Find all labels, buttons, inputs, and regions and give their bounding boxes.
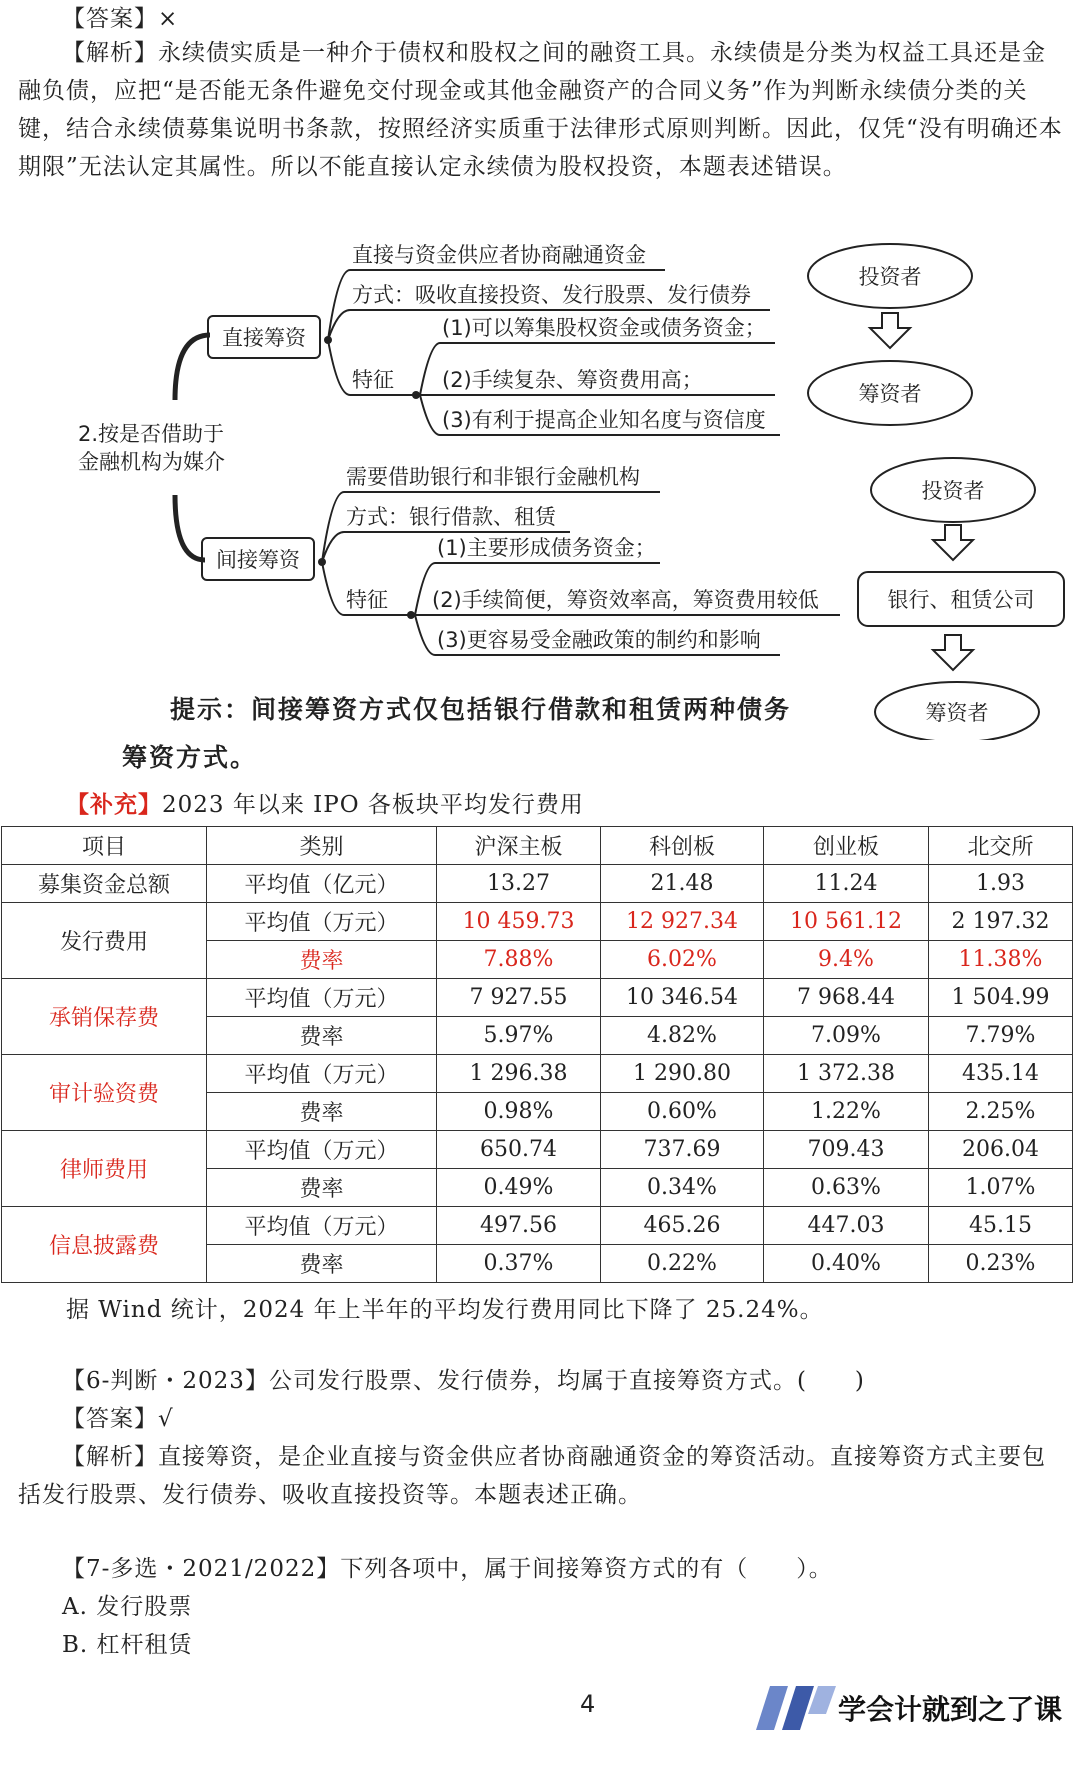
q7-option-a: A. 发行股票: [62, 1594, 193, 1620]
row-item: 律师费用: [2, 1131, 207, 1207]
cell: 0.60%: [601, 1093, 764, 1131]
cell: 45.15: [929, 1207, 1073, 1245]
supplement-tag: 【补充】: [66, 792, 162, 818]
q6-answer: 【答案】√: [62, 1406, 174, 1432]
supplement-title: [66, 786, 584, 824]
row-category: 平均值（万元）: [207, 1207, 437, 1245]
direct-financing-label: 直接筹资: [222, 326, 306, 350]
cell: 13.27: [437, 865, 601, 903]
cell: 2.25%: [929, 1093, 1073, 1131]
row-category: 费率: [207, 1093, 437, 1131]
direct-flow-fundraiser: 筹资者: [858, 382, 922, 406]
q5-analysis: 【解析】永续债实质是一种介于债权和股权之间的融资工具。永续债是分类为权益工具还是金融负债，应把“是否能无条件避免交付现金或其他金融资产的合同义务”作为判断永续债分类的关键，结合永续债募集说明书条款，按照经济实质重于法律形式原则判断。因此，仅凭“没有明确还本期限”无法认定其属性。所以不能直接认定永续债为股权投资，本题表述错误。: [18, 40, 1063, 180]
indirect-feature-label: 特征: [346, 588, 388, 612]
supplement-title-text: 2023 年以来 IPO 各板块平均发行费用: [162, 792, 584, 818]
row-item: 募集资金总额: [2, 865, 207, 903]
row-category: 平均值（万元）: [207, 1055, 437, 1093]
row-category: 费率: [207, 1017, 437, 1055]
cell: 0.34%: [601, 1169, 764, 1207]
cell: 7 927.55: [437, 979, 601, 1017]
cell: 206.04: [929, 1131, 1073, 1169]
direct-item2: 方式：吸收直接投资、发行股票、发行债券: [352, 283, 751, 307]
cell: 465.26: [601, 1207, 764, 1245]
direct-feature-3: (3)有利于提高企业知名度与资信度: [442, 408, 766, 432]
cell: 0.49%: [437, 1169, 601, 1207]
row-item: 信息披露费: [2, 1207, 207, 1283]
indirect-feature-3: (3)更容易受金融政策的制约和影响: [437, 628, 761, 652]
cell: 11.24: [764, 865, 929, 903]
cell: 21.48: [601, 865, 764, 903]
q6-question: 【6-判断・2023】公司发行股票、发行债券，均属于直接筹资方式。( ): [62, 1368, 865, 1394]
indirect-flow-investor: 投资者: [921, 479, 985, 503]
indirect-item2: 方式：银行借款、租赁: [346, 505, 556, 529]
table-row: [2, 903, 1073, 941]
root-label-line1: 2.按是否借助于: [78, 422, 225, 446]
row-category: 费率: [207, 1245, 437, 1283]
supplement-note: 据 Wind 统计，2024 年上半年的平均发行费用同比下降了 25.24%。: [66, 1297, 824, 1323]
row-category: 平均值（万元）: [207, 903, 437, 941]
hint-line2: 筹资方式。: [122, 743, 258, 772]
indirect-flow-fundraiser: 筹资者: [925, 701, 989, 725]
indirect-feature-1: (1)主要形成债务资金；: [437, 536, 656, 560]
cell: 1 504.99: [929, 979, 1073, 1017]
row-category: 平均值（万元）: [207, 1131, 437, 1169]
direct-flow-investor: 投资者: [858, 265, 922, 289]
direct-item1: 直接与资金供应者协商融通资金: [352, 243, 646, 267]
header-main-board: 沪深主板: [437, 827, 601, 865]
row-category: 费率: [207, 941, 437, 979]
cell: 1.07%: [929, 1169, 1073, 1207]
row-item: 审计验资费: [2, 1055, 207, 1131]
q6-analysis: 【解析】直接筹资，是企业直接与资金供应者协商融通资金的筹资活动。直接筹资方式主要包括发行股票、发行债券、吸收直接投资等。本题表述正确。: [18, 1444, 1046, 1508]
cell: 11.38%: [929, 941, 1073, 979]
header-chinext: 创业板: [764, 827, 929, 865]
cell: 1 372.38: [764, 1055, 929, 1093]
cell: 6.02%: [601, 941, 764, 979]
cell: 4.82%: [601, 1017, 764, 1055]
hint-line1: 提示：间接筹资方式仅包括银行借款和租赁两种债务: [170, 695, 792, 724]
cell: 709.43: [764, 1131, 929, 1169]
q7-question: 【7-多选・2021/2022】下列各项中，属于间接筹资方式的有（ ）。: [62, 1556, 833, 1582]
table-row: [2, 1207, 1073, 1245]
indirect-flow-bank-leasing: 银行、租赁公司: [887, 588, 1035, 612]
cell: 447.03: [764, 1207, 929, 1245]
cell: 0.40%: [764, 1245, 929, 1283]
indirect-item1: 需要借助银行和非银行金融机构: [346, 465, 640, 489]
table-row: [2, 1131, 1073, 1169]
cell: 2 197.32: [929, 903, 1073, 941]
cell: 1.22%: [764, 1093, 929, 1131]
ipo-fee-table: [1, 826, 1073, 1283]
financing-mindmap: [0, 230, 1080, 740]
cell: 435.14: [929, 1055, 1073, 1093]
cell: 10 561.12: [764, 903, 929, 941]
q7-option-b: B. 杠杆租赁: [62, 1632, 193, 1658]
cell: 0.63%: [764, 1169, 929, 1207]
table-row: [2, 979, 1073, 1017]
indirect-financing-label: 间接筹资: [216, 548, 300, 572]
cell: 0.22%: [601, 1245, 764, 1283]
header-star-market: 科创板: [601, 827, 764, 865]
cell: 0.98%: [437, 1093, 601, 1131]
q5-answer: 【答案】×: [62, 6, 179, 32]
header-category: 类别: [207, 827, 437, 865]
brand-logo-icon: [756, 1684, 836, 1734]
cell: 7.09%: [764, 1017, 929, 1055]
cell: 1 290.80: [601, 1055, 764, 1093]
direct-feature-label: 特征: [352, 368, 394, 392]
cell: 5.97%: [437, 1017, 601, 1055]
page-number: 4: [580, 1690, 596, 1718]
cell: 9.4%: [764, 941, 929, 979]
row-category: 费率: [207, 1169, 437, 1207]
header-bse: 北交所: [929, 827, 1073, 865]
brand-text: 学会计就到之了课: [838, 1693, 1063, 1726]
root-label-line2: 金融机构为媒介: [78, 450, 225, 474]
header-item: 项目: [2, 827, 207, 865]
direct-feature-1: (1)可以筹集股权资金或债务资金；: [442, 316, 766, 340]
cell: 650.74: [437, 1131, 601, 1169]
table-row: [2, 1055, 1073, 1093]
cell: 497.56: [437, 1207, 601, 1245]
cell: 10 459.73: [437, 903, 601, 941]
cell: 12 927.34: [601, 903, 764, 941]
cell: 0.37%: [437, 1245, 601, 1283]
cell: 7 968.44: [764, 979, 929, 1017]
cell: 7.88%: [437, 941, 601, 979]
indirect-feature-2: (2)手续简便，筹资效率高，筹资费用较低: [432, 588, 819, 612]
cell: 7.79%: [929, 1017, 1073, 1055]
row-item: 发行费用: [2, 903, 207, 979]
cell: 737.69: [601, 1131, 764, 1169]
row-category: 平均值（万元）: [207, 979, 437, 1017]
cell: 1 296.38: [437, 1055, 601, 1093]
cell: 1.93: [929, 865, 1073, 903]
cell: 10 346.54: [601, 979, 764, 1017]
table-header-row: [2, 827, 1073, 865]
row-category: 平均值（亿元）: [207, 865, 437, 903]
row-item: 承销保荐费: [2, 979, 207, 1055]
direct-feature-2: (2)手续复杂、筹资费用高；: [442, 368, 703, 392]
cell: 0.23%: [929, 1245, 1073, 1283]
table-row: [2, 865, 1073, 903]
